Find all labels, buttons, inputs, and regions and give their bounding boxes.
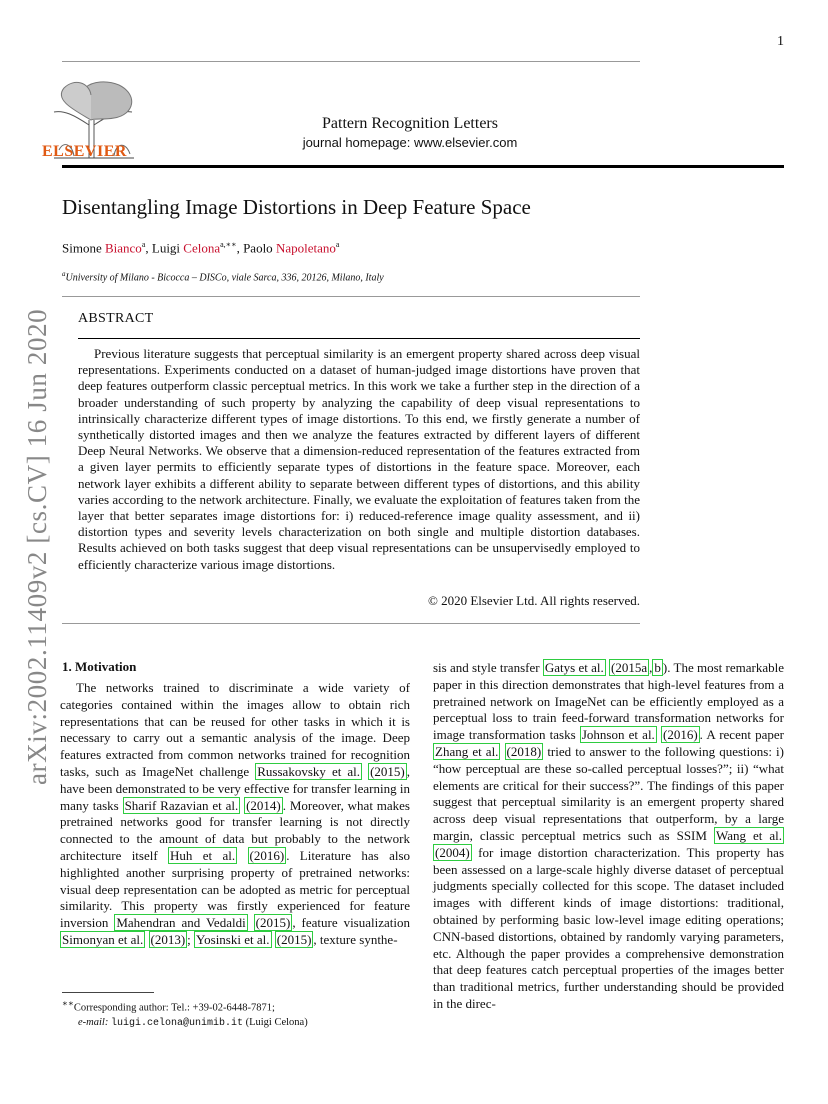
- copyright-notice: © 2020 Elsevier Ltd. All rights reserved.: [427, 593, 640, 608]
- citation-link[interactable]: Simonyan et al.: [62, 931, 144, 947]
- author-napoletano[interactable]: Napoletano: [275, 240, 336, 256]
- journal-header: [260, 115, 560, 150]
- citation-year-link[interactable]: (2013): [150, 931, 186, 947]
- author-list: Simone Bianco$^a$, Luigi Celona$^{a,∗∗}$, Paolo Napoletano$^a$: [62, 240, 340, 256]
- citation-link[interactable]: Zhang et al.: [435, 743, 499, 759]
- citation-link[interactable]: Russakovsky et al.: [257, 763, 361, 779]
- journal-name: Pattern Recognition Letters: [322, 115, 498, 132]
- author-bianco[interactable]: Bianco: [104, 240, 142, 256]
- citation-year-link[interactable]: (2015a: [611, 660, 648, 675]
- header-bottom-rule: [62, 165, 784, 168]
- journal-homepage[interactable]: journal homepage: www.elsevier.com: [302, 135, 518, 150]
- email-address[interactable]: luigi.celona@unimib.it: [110, 1017, 243, 1029]
- citation-link[interactable]: Johnson et al.: [581, 727, 655, 743]
- citation-link[interactable]: Huh et al.: [170, 847, 236, 863]
- footnote-rule: [62, 992, 154, 993]
- right-column-text: sis and style transfer Gatys et al. (2015a , b ). The most remarkable paper in this direction demonstrates that high-level features from a pretrained network on ImageNet can be efficiently employed as a perceptual loss to train feed-forward transformation networks for image transformation tasks Johnson et al. (2016) . A recent paper Zhang et al. (2018) tried to answer to the following questions: i) “how perceptual are these so-called perceptual losses?”; ii) “what elements are critical for their success?”. The findings of this paper suggest that perceptual similarity is an emergent property shared across deep visual representations that outperform, by a large margin, classic perceptual metrics such as SSIM Wang et al. (2004) for image distortion characterization. This property has been assessed on a large-scale highly diverse dataset of perceptual judgments specially collected for this scope. The dataset included images with different kinds of image distortions: traditional, obtained by performing basic low-level image editing operations; CNN-based distortions, obtained by randomly varying parameters, etc. Although the paper provides a comprehensive demonstration that deep features catch perceptual properties of the images better than traditional metrics, further understanding should be provided in the direc-: [433, 660, 785, 1011]
- affiliation: $^a$University of Milano - Bicocca – DISCo, viale Sarca, 336, 20126, Milano, Italy: [62, 270, 384, 284]
- abstract-heading: ABSTRACT: [78, 311, 154, 326]
- left-column-text: The networks trained to discriminate a wide variety of categories contained within the images allow to obtain rich representations that can be reused for other tasks in which it is necessary to carry out a semantic analysis of the image. Deep features extracted from common networks trained for recognition tasks, such as ImageNet challenge Russakovsky et al. (2015) , have been demonstrated to be very effective for transfer learning in many tasks Sharif Razavian et al. (2014) . Moreover, what makes pretrained networks good for transfer learning is not directly connected to the amount of data but probably to the network architecture itself Huh et al. (2016) . Literature has also highlighted another surprising property of pretrained networks: visual deep representation can be adopted as metric for perceptual similarity. This property was firstly experienced for feature inversion Mahendran and Vedaldi (2015) , feature visualization Simonyan et al. (2013) ; Yosinski et al. (2015) , texture synthe-: [60, 680, 411, 947]
- citation-year-link[interactable]: (2016): [249, 847, 285, 863]
- citation-link[interactable]: Sharif Razavian et al.: [124, 797, 239, 813]
- author-celona[interactable]: Celona: [183, 240, 221, 256]
- abstract-text: Previous literature suggests that perceptual similarity is an emergent property shared across deep visual representations. Experiments conducted on a dataset of human-judged image distortions have proven that deep features outperform classic perceptual metrics. In this work we take a further step in the direction of a broader understanding of such property by analyzing the capability of deep visual representations to intrinsically characterize different types of image distortions. To this end, we firstly generate a number of synthetically distorted images and then we analyze the features extracted by different layers of different Deep Neural Networks. We observe that a dimension-reduced representation of the features extracted from a given layer permits to efficiently separate types of distortions in the feature space. Moreover, each network layer exhibits a different ability to separate between different types of distortions, and this ability varies according to the network architecture. Finally, we evaluate the exploitation of features taken from the layer that better separates image distortions for: i) reduced-reference image quality assessment, and ii) distortion types and severity levels characterization on both single and multiple distortion databases. Results achieved on both tasks suggest that deep visual representations can be unsupervisedly employed to efficiently characterize various image distortions.: [78, 346, 640, 572]
- arxiv-stamp: arXiv:2002.11409v2 [cs.CV] 16 Jun 2020: [22, 308, 52, 785]
- abstract-bottom-rule: [62, 623, 640, 624]
- paper-title: Disentangling Image Distortions in Deep Feature Space: [62, 195, 531, 219]
- abstract-heading-rule: [78, 338, 640, 339]
- citation-year-link[interactable]: (2014): [246, 797, 281, 813]
- section-heading-motivation: 1. Motivation: [62, 659, 137, 674]
- footnote: ∗∗Corresponding author: Tel.: +39-02-6448-7871; e-mail: luigi.celona@unimib.it (Luigi Celona): [62, 998, 308, 1029]
- citation-year-link[interactable]: (2015): [276, 931, 312, 947]
- citation-link[interactable]: Mahendran and Vedaldi: [116, 915, 246, 931]
- citation-link[interactable]: Yosinski et al.: [196, 931, 270, 947]
- citation-link[interactable]: Wang et al.: [715, 827, 782, 843]
- page-number: 1: [777, 34, 784, 49]
- elsevier-wordmark: ELSEVIER: [42, 143, 127, 160]
- citation-link[interactable]: Gatys et al.: [544, 660, 604, 675]
- abstract-top-rule: [62, 296, 640, 297]
- citation-year-link[interactable]: (2004): [435, 844, 470, 860]
- citation-year-link[interactable]: (2016): [662, 727, 698, 743]
- citation-year-link[interactable]: b: [654, 660, 661, 675]
- citation-year-link[interactable]: (2015): [370, 763, 405, 779]
- header-top-rule: [62, 61, 640, 62]
- citation-year-link[interactable]: (2018): [506, 743, 542, 759]
- citation-year-link[interactable]: (2015): [255, 915, 291, 931]
